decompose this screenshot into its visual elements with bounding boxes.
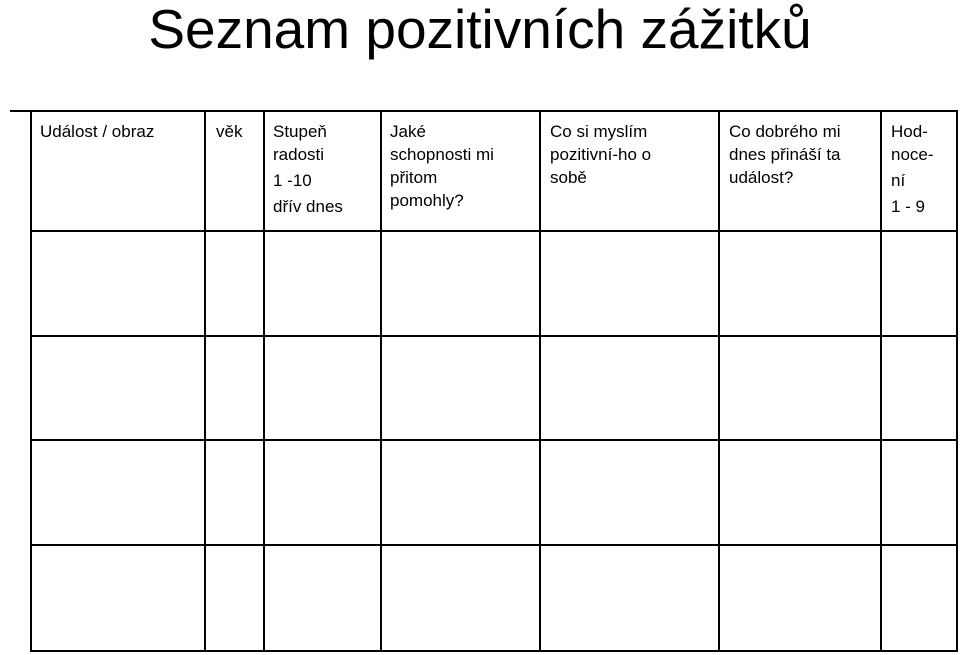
cell-skills[interactable] — [382, 232, 539, 335]
table-border-top — [10, 110, 958, 112]
header-line: dnes přináší ta — [729, 145, 841, 164]
cell-skills[interactable] — [382, 546, 539, 650]
cell-joy-level[interactable] — [265, 441, 380, 544]
cell-rating[interactable] — [882, 232, 956, 335]
table-row — [32, 337, 956, 439]
header-line: noce- — [891, 145, 934, 164]
table-row — [32, 441, 956, 544]
header-line: Co si myslím — [550, 122, 648, 141]
table-row — [32, 232, 956, 335]
cell-benefit-today[interactable] — [720, 232, 880, 335]
header-line: Jaké — [390, 122, 426, 141]
header-line: věk — [216, 122, 243, 141]
header-line: sobě — [550, 168, 587, 187]
table-border-bottom — [30, 650, 958, 652]
header-rating — [891, 120, 934, 218]
header-line: dřív dnes — [273, 197, 343, 216]
cell-skills[interactable] — [382, 337, 539, 439]
cell-event[interactable] — [32, 546, 204, 650]
header-skills — [390, 120, 494, 212]
header-joy-level — [273, 120, 343, 218]
cell-age[interactable] — [206, 441, 263, 544]
header-line: 1 -10 — [273, 171, 312, 190]
table-row — [32, 546, 956, 650]
cell-event[interactable] — [32, 232, 204, 335]
cell-age[interactable] — [206, 546, 263, 650]
page-title: Seznam pozitivních zážitků — [148, 0, 812, 60]
cell-skills[interactable] — [382, 441, 539, 544]
header-self-thoughts — [550, 120, 651, 189]
header-line: schopnosti mi — [390, 145, 494, 164]
cell-rating[interactable] — [882, 546, 956, 650]
cell-benefit-today[interactable] — [720, 546, 880, 650]
cell-rating[interactable] — [882, 337, 956, 439]
cell-self-thoughts[interactable] — [541, 232, 718, 335]
cell-joy-level[interactable] — [265, 546, 380, 650]
cell-joy-level[interactable] — [265, 337, 380, 439]
cell-self-thoughts[interactable] — [541, 546, 718, 650]
header-line: Co dobrého mi — [729, 122, 841, 141]
cell-self-thoughts[interactable] — [541, 441, 718, 544]
cell-self-thoughts[interactable] — [541, 337, 718, 439]
cell-event[interactable] — [32, 441, 204, 544]
header-line: pomohly? — [390, 191, 464, 210]
header-line: pozitivní-ho o — [550, 145, 652, 164]
cell-age[interactable] — [206, 337, 263, 439]
header-line: 1 - 9 — [891, 197, 926, 216]
header-line: radosti — [273, 145, 325, 164]
header-line: událost? — [729, 168, 794, 187]
header-line: přitom — [390, 168, 438, 187]
cell-benefit-today[interactable] — [720, 441, 880, 544]
header-age — [216, 120, 242, 143]
header-line: Stupeň — [273, 122, 327, 141]
cell-benefit-today[interactable] — [720, 337, 880, 439]
header-line: ní — [891, 171, 906, 190]
cell-rating[interactable] — [882, 441, 956, 544]
cell-age[interactable] — [206, 232, 263, 335]
header-line: Hod- — [891, 122, 928, 141]
header-benefit-today — [729, 120, 841, 189]
header-line: Událost / obraz — [40, 122, 155, 141]
cell-joy-level[interactable] — [265, 232, 380, 335]
cell-event[interactable] — [32, 337, 204, 439]
header-event-image — [40, 120, 154, 143]
table-border-right — [956, 110, 958, 652]
